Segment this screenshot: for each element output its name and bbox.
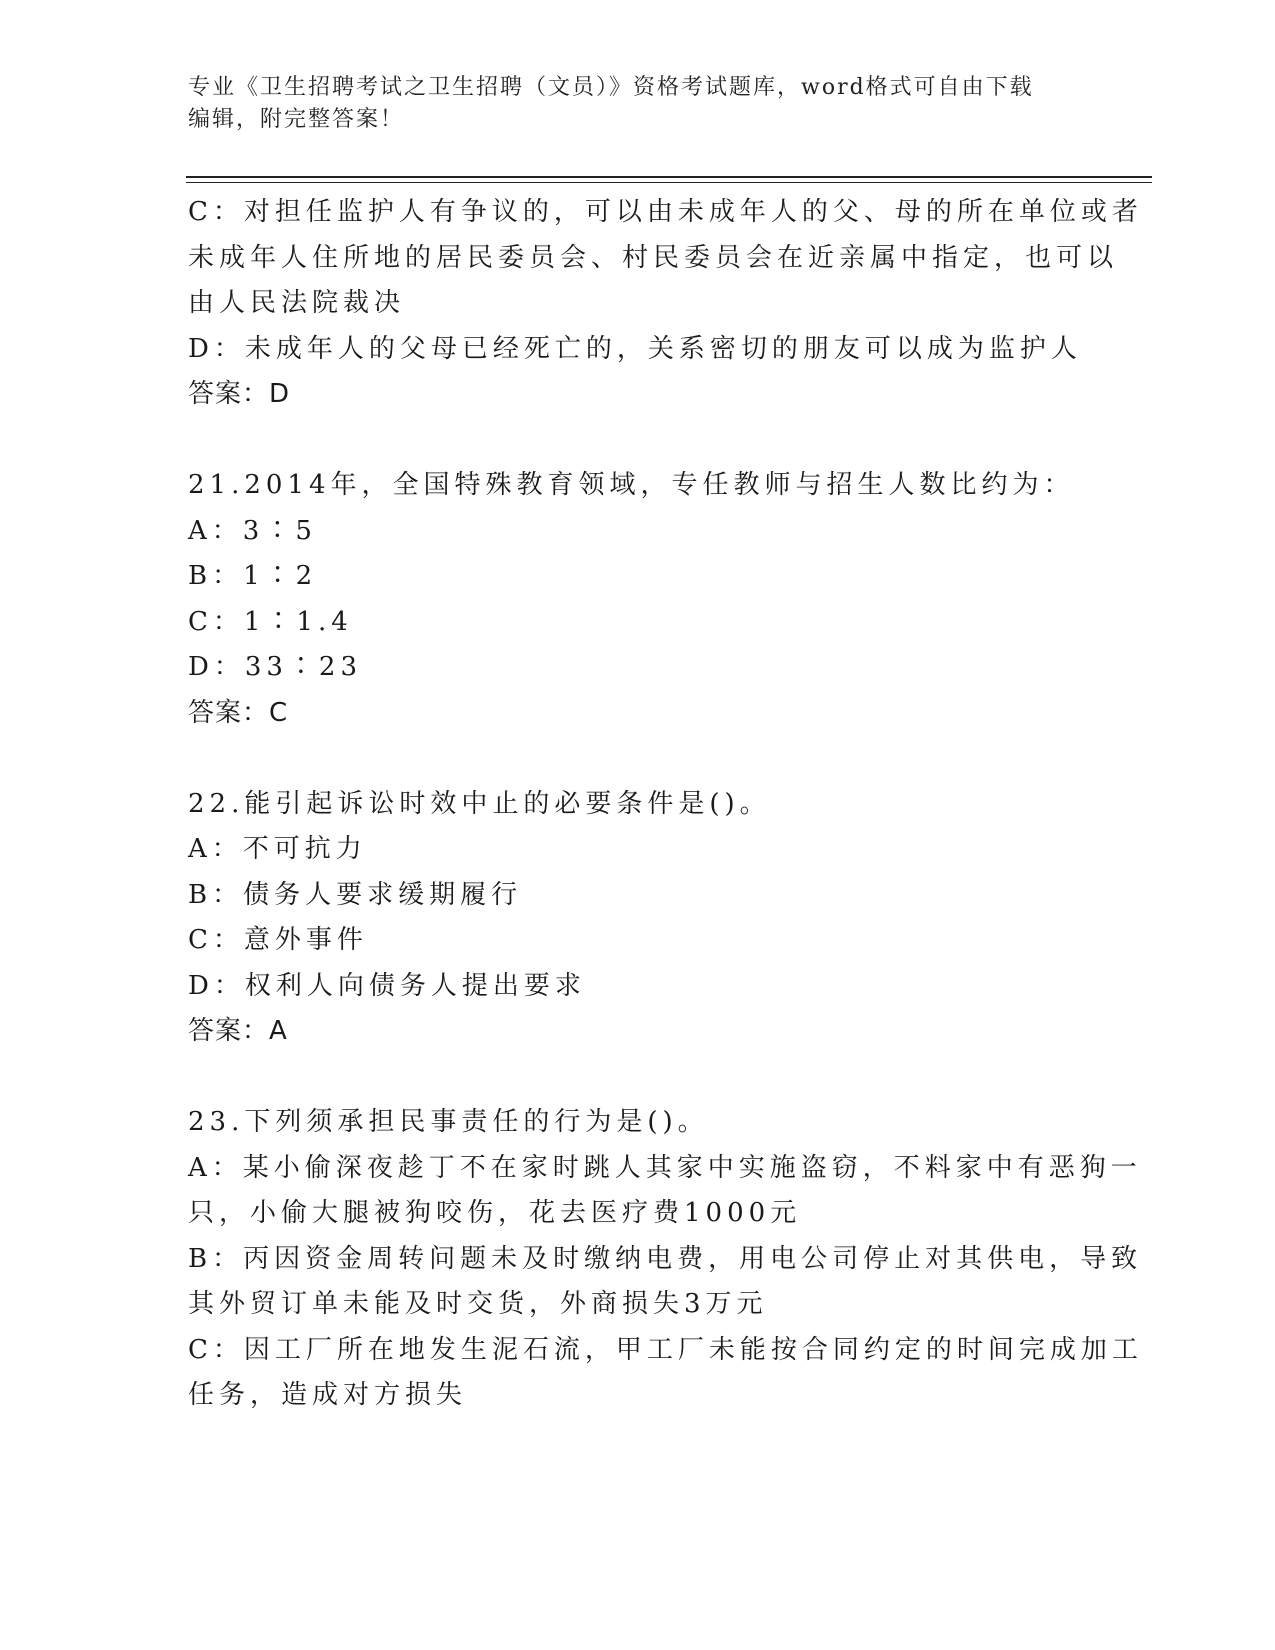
option-c-line-2: 未成年人住所地的居民委员会、村民委员会在近亲属中指定，也可以 <box>188 242 1119 273</box>
question-22 <box>188 782 1088 1055</box>
question-text: 21.2014年，全国特殊教育领域，专任教师与招生人数比约为： <box>188 470 1075 500</box>
header-line-2: 编辑，附完整答案！ <box>188 107 405 132</box>
option-c-line-1: C：因工厂所在地发生泥石流，甲工厂未能按合同约定的时间完成加工 <box>188 1334 1143 1365</box>
option-d: D：未成年人的父母已经死亡的，关系密切的朋友可以成为监护人 <box>188 333 1082 364</box>
header-line-1: 专业《卫生招聘考试之卫生招聘（文员）》资格考试题库，word格式可自由下载 <box>188 75 1034 100</box>
answer: 答案：C <box>188 697 289 728</box>
option-a: A：不可抗力 <box>188 834 367 864</box>
question-text: 22.能引起诉讼时效中止的必要条件是()。 <box>188 788 771 819</box>
option-c: C：意外事件 <box>188 925 368 955</box>
option-a: A：3∶5 <box>188 515 317 546</box>
question-text: 23.下列须承担民事责任的行为是()。 <box>188 1107 709 1137</box>
option-b-line-2: 其外贸订单未能及时交货，外商损失3万元 <box>188 1289 768 1319</box>
document-header <box>188 72 1088 136</box>
header-divider-thick <box>186 176 1152 178</box>
spacer <box>188 736 1088 782</box>
option-a-line-1: A：某小偷深夜趁丁不在家时跳人其家中实施盗窃，不料家中有恶狗一 <box>188 1152 1142 1183</box>
option-c-line-1: C：对担任监护人有争议的，可以由未成年人的父、母的所在单位或者 <box>188 197 1143 227</box>
option-b: B：债务人要求缓期履行 <box>188 879 523 910</box>
answer: 答案：A <box>188 1016 288 1046</box>
spacer <box>188 1055 1088 1101</box>
answer: 答案：D <box>188 379 291 409</box>
option-d: D：33∶23 <box>188 652 363 682</box>
option-b: B：1∶2 <box>188 561 318 591</box>
spacer <box>188 418 1088 464</box>
header-divider-thin <box>186 182 1152 183</box>
question-21 <box>188 463 1088 736</box>
question-23 <box>188 1100 1143 1419</box>
question-20 <box>188 190 1143 418</box>
option-b-line-1: B：丙因资金周转问题未及时缴纳电费，用电公司停止对其供电，导致 <box>188 1243 1143 1274</box>
option-c-line-2: 任务，造成对方损失 <box>188 1380 468 1410</box>
option-c-line-3: 由人民法院裁决 <box>188 288 406 318</box>
option-a-line-2: 只，小偷大腿被狗咬伤，花去医疗费1000元 <box>188 1198 802 1228</box>
question-list <box>188 190 1143 1419</box>
option-c: C：1∶1.4 <box>188 606 353 637</box>
option-d: D：权利人向债务人提出要求 <box>188 970 586 1001</box>
